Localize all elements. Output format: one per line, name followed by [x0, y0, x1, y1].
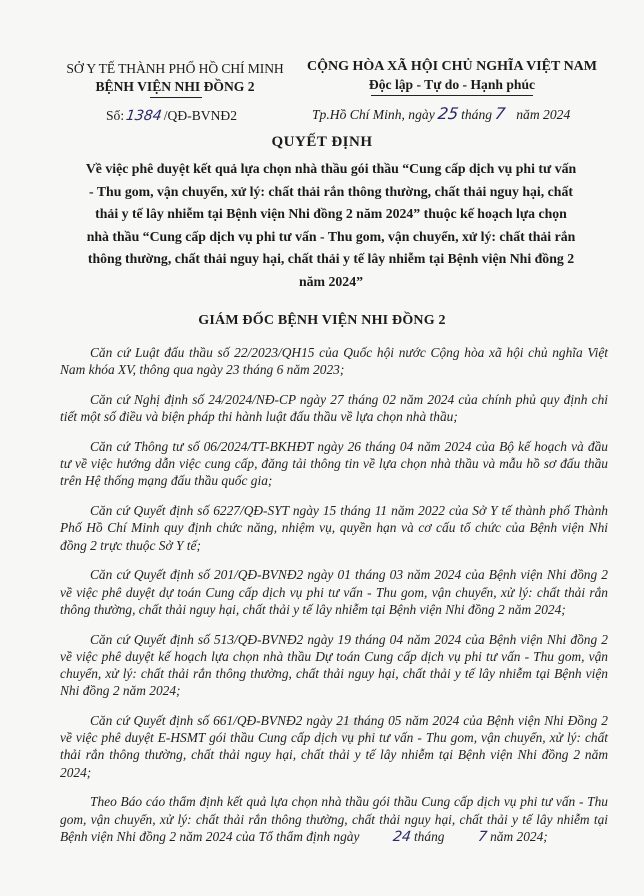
national-title-block: [296, 58, 608, 94]
subject-line: Về việc phê duyệt kết quả lựa chọn nhà thầu gói thầu “Cung cấp dịch vụ phi tư vấn: [85, 161, 577, 176]
subject-line: thải y tế lây nhiễm tại Bệnh viện Nhi đồng 2 năm 2024” thuộc kế hoạch lựa chọn: [95, 206, 567, 221]
subject-line: năm 2024”: [298, 273, 363, 289]
date-day-handwritten: 25: [436, 104, 460, 123]
national-motto: Độc lập - Tự do - Hạnh phúc: [368, 77, 536, 92]
subject-line: - Thu gom, vận chuyển, xử lý: chất thải rắn thông thường, chất thải nguy hại, chất: [89, 183, 573, 199]
doc-number-handwritten: 1384: [125, 108, 163, 124]
document-title: QUYẾT ĐỊNH: [271, 134, 373, 150]
appraisal-text: Theo Báo cáo thẩm định kết quả lựa chọn nhà thầu gói thầu Cung cấp dịch vụ phi tư vấn - Thu gom, vận chuyển, xử lý: chất thải rắn thông thường, chất thải nguy hại, chất thải y tế lây nhiễm tại Bệnh viện Nhi đồng 2 năm 2024 của Tổ thẩm định ngày: [60, 794, 608, 844]
appraisal-year: năm 2024;: [490, 828, 548, 844]
date-line: [312, 104, 570, 123]
legal-basis-paragraph: Căn cứ Quyết định số 661/QĐ-BVNĐ2 ngày 21 tháng 05 năm 2024 của Bệnh viện Nhi Đồng 2 về việc phê duyệt E-HSMT gói thầu Cung cấp dịch vụ phi tư vấn - Thu gom, vận chuyển, xử lý: chất thải rắn thông thường, chất thải nguy hại, chất thải y tế lây nhiễm tại Bệnh viện Nhi đồng 2 năm 2024;: [60, 713, 608, 780]
doc-number-suffix: /QĐ-BVNĐ2: [163, 108, 238, 123]
motto-underline: [371, 95, 533, 96]
issuing-authority-block: [50, 60, 300, 96]
date-year: năm 2024: [516, 107, 571, 122]
legal-basis-paragraph: Căn cứ Nghị định số 24/2024/NĐ-CP ngày 27 tháng 02 năm 2024 của chính phủ quy định chi tiết một số điều và biện pháp thi hành luật đấu thầu về lựa chọn nhà thầu;: [60, 392, 608, 425]
parent-organization: SỞ Y TẾ THÀNH PHỐ HỒ CHÍ MINH: [66, 61, 284, 76]
legal-basis-paragraph: Căn cứ Thông tư số 06/2024/TT-BKHĐT ngày 26 tháng 04 năm 2024 của Bộ kế hoạch và đầu tư về việc hướng dẫn việc cung cấp, đăng tải thông tin về lựa chọn nhà thầu và mẫu hồ sơ đấu thầu trên Hệ thống mạng đấu thầu quốc gia;: [60, 439, 608, 489]
date-month-word: tháng: [461, 107, 493, 122]
date-month-handwritten: 7: [493, 104, 507, 123]
issuing-unit: BỆNH VIỆN NHI ĐỒNG 2: [95, 79, 255, 94]
doc-number-prefix: Số:: [106, 108, 125, 123]
country-name: CỘNG HÒA XÃ HỘI CHỦ NGHĨA VIỆT NAM: [306, 59, 597, 74]
legal-basis-paragraph: Căn cứ Luật đấu thầu số 22/2023/QH15 của Quốc hội nước Cộng hòa xã hội chủ nghĩa Việt Nam khóa XV, thông qua ngày 23 tháng 6 năm 2023;: [60, 345, 608, 378]
date-place: Tp.Hồ Chí Minh, ngày: [312, 107, 435, 122]
legal-basis-paragraph: Căn cứ Quyết định số 201/QĐ-BVNĐ2 ngày 01 tháng 03 năm 2024 của Bệnh viện Nhi đồng 2 về việc phê duyệt dự toán Cung cấp dịch vụ phi tư vấn - Thu gom, vận chuyển, xử lý: chất thải rắn thông thường, chất thải nguy hại, chất thải y tế lây nhiễm tại Bệnh viện Nhi đồng 2 năm 2024;: [60, 567, 608, 617]
appraisal-day-handwritten: 24: [391, 828, 412, 845]
legal-basis-paragraph: Căn cứ Quyết định số 6227/QĐ-SYT ngày 15 tháng 11 năm 2022 của Sở Y tế thành phố Thành Phố Hồ Chí Minh quy định chức năng, nhiệm vụ, quyền hạn và cơ cấu tổ chức của Bệnh viện Nhi đồng 2 trực thuộc Sở Y tế;: [60, 503, 608, 553]
legal-basis-section: [60, 344, 608, 859]
legal-basis-paragraph: Căn cứ Quyết định số 513/QĐ-BVNĐ2 ngày 19 tháng 04 năm 2024 của Bệnh viện Nhi đồng 2 về việc phê duyệt kế hoạch lựa chọn nhà thầu Dự toán Cung cấp dịch vụ phi tư vấn - Thu gom, vận chuyển, xử lý: chất thải rắn thông thường, chất thải nguy hại, chất thải y tế lây nhiễm tại Bệnh viện Nhi đồng 2 năm 2024;: [60, 631, 608, 699]
subject-line: nhà thầu “Cung cấp dịch vụ phi tư vấn - Thu gom, vận chuyển, xử lý: chất thải rắn: [86, 228, 576, 244]
document-subject: [60, 158, 602, 293]
issuer-underline: [150, 97, 202, 98]
subject-line: thông thường, chất thải nguy hại, chất thải y tế lây nhiễm tại Bệnh viện Nhi đồng 2: [87, 251, 575, 266]
appraisal-report-paragraph: [60, 793, 608, 846]
authority-heading: GIÁM ĐỐC BỆNH VIỆN NHI ĐỒNG 2: [198, 313, 446, 328]
document-number: [106, 108, 237, 124]
appraisal-month-handwritten: 7: [476, 828, 488, 845]
appraisal-month-word: tháng: [413, 828, 445, 844]
